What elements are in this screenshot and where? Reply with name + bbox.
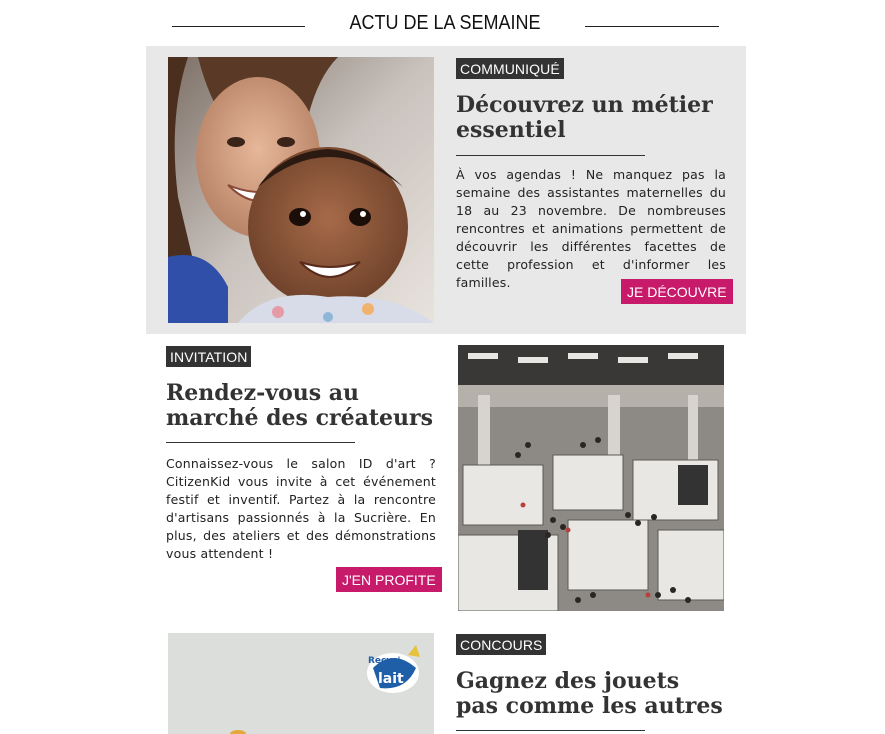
article-body-communique: À vos agendas ! Ne manquez pas la semaine des assistantes maternelles du 18 au 23 novembre. De nombreuses rencontres et animations permettent de découvrir les différentes facettes de cette profession et d'informer les familles.: [456, 167, 726, 290]
logo-text: Recyc': [368, 656, 401, 666]
toy-logo-photo[interactable]: [168, 633, 434, 734]
tag-invitation: INVITATION: [166, 346, 251, 367]
section-title: ACTU DE LA SEMAINE: [349, 12, 541, 34]
section-header: [0, 0, 885, 46]
article-card-concours: [146, 622, 746, 734]
logo-text-lait: lait: [378, 671, 404, 687]
article-title-concours[interactable]: Gagnez des jouets pas comme les autres: [456, 668, 723, 719]
enjoy-button[interactable]: J'EN PROFITE: [336, 567, 442, 592]
article-title-communique[interactable]: Découvrez un métier essentiel: [456, 92, 713, 143]
tag-concours: CONCOURS: [456, 634, 546, 655]
title-underline: [166, 442, 355, 443]
article-title-invitation[interactable]: Rendez-vous au marché des créateurs: [166, 380, 433, 431]
header-rule-left: [172, 26, 305, 27]
article-card-communique: [146, 46, 746, 334]
article-body-invitation: Connaissez-vous le salon ID d'art ? CitizenKid vous invite à cet événement festif et inventif. Partez à la rencontre d'artisans passionnés à la Sucrière. En plus, des ateliers et des démonstrations vous attendent !: [166, 456, 436, 561]
discover-button[interactable]: JE DÉCOUVRE: [621, 279, 733, 304]
tag-communique: COMMUNIQUÉ: [456, 58, 564, 79]
title-underline: [456, 155, 645, 156]
mother-baby-photo[interactable]: [168, 57, 434, 323]
article-card-invitation: [146, 334, 746, 622]
craft-market-photo[interactable]: [458, 345, 724, 611]
header-rule-right: [585, 26, 719, 27]
title-underline: [456, 730, 645, 731]
